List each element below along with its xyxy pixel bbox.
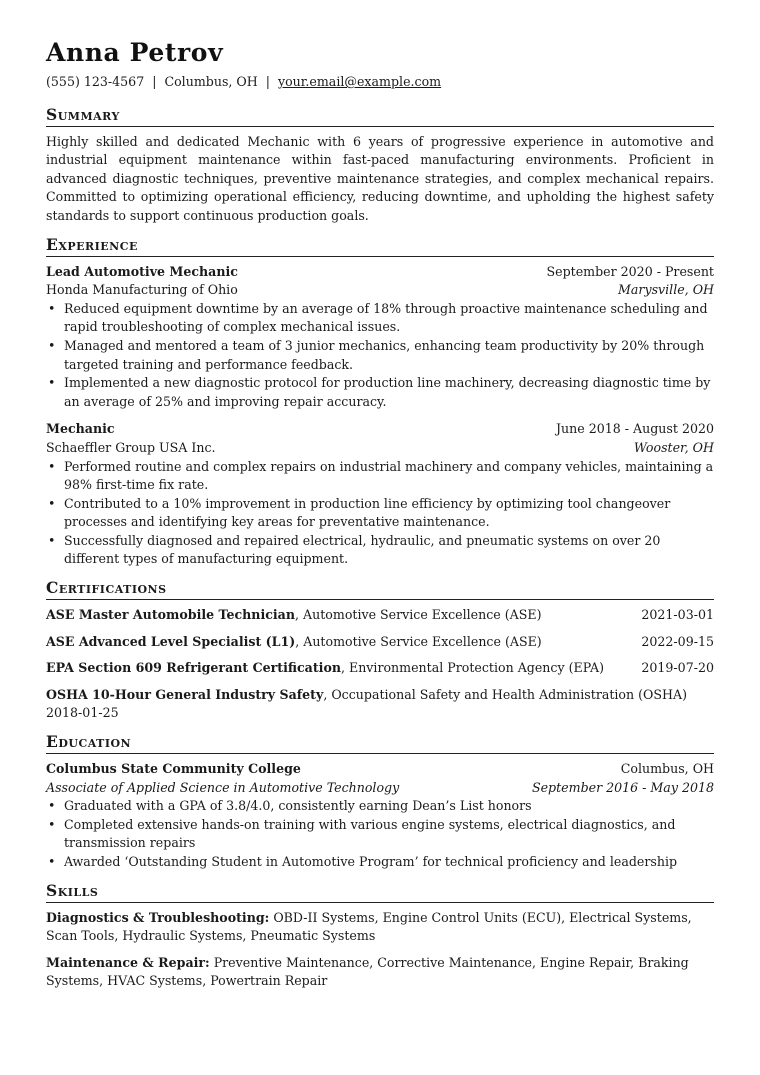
job-bullets <box>46 458 714 570</box>
certification-issuer: , Automotive Service Excellence (ASE) <box>295 633 542 649</box>
job-company: Schaeffler Group USA Inc. <box>46 439 216 455</box>
certification-date: 2019-07-20 <box>641 660 714 676</box>
job-role: Mechanic <box>46 421 115 437</box>
certification-name: OSHA 10-Hour General Industry Safety <box>46 686 324 702</box>
list-item: • Reduced equipment downtime by an average of 18% through proactive maintenance scheduling and rapid troubleshooting of complex mechanical issues. <box>46 300 714 337</box>
education-bullets <box>46 797 714 871</box>
certifications-section <box>46 578 714 723</box>
certification-issuer: , Automotive Service Excellence (ASE) <box>295 607 542 623</box>
section-title-experience: Experience <box>46 235 714 257</box>
list-item: • Completed extensive hands-on training with various engine systems, electrical diagnostics, and transmission repairs <box>46 816 714 853</box>
certification-date: 2021-03-01 <box>641 607 714 623</box>
job-company-row <box>46 281 714 300</box>
certification-item <box>46 633 714 652</box>
section-title-education: Education <box>46 732 714 754</box>
job-entry <box>46 263 714 412</box>
contact-separator: | <box>152 74 157 89</box>
candidate-name: Anna Petrov <box>46 38 224 67</box>
certification-item <box>46 686 714 723</box>
job-entry <box>46 420 714 569</box>
phone-number: (555) 123-4567 <box>46 74 145 89</box>
education-header-row <box>46 760 714 779</box>
skill-category: Maintenance & Repair: <box>46 954 210 970</box>
education-degree-row <box>46 779 714 798</box>
skill-values: OBD-II Systems, Engine Control Units (ECU), Electrical Systems, Scan Tools, Hydraulic Systems, Pneumatic Systems <box>46 909 692 944</box>
summary-text: Highly skilled and dedicated Mechanic with 6 years of progressive experience in automotive and industrial equipment maintenance within fast-paced manufacturing environments. Proficient in advanced diagnostic techniques, preventive maintenance strategies, and complex mechanical repairs. Committed to optimizing operational efficiency, reducing downtime, and upholding the highest safety standards to support continuous production goals. <box>46 133 714 223</box>
certification-name: ASE Master Automobile Technician <box>46 607 296 623</box>
job-location: Marysville, OH <box>618 282 714 298</box>
list-item: • Graduated with a GPA of 3.8/4.0, consistently earning Dean’s List honors <box>46 797 714 816</box>
job-header-row <box>46 263 714 282</box>
education-dates: September 2016 - May 2018 <box>531 779 714 795</box>
school-name: Columbus State Community College <box>46 761 301 777</box>
job-header-row <box>46 420 714 439</box>
school-location: Columbus, OH <box>620 761 714 777</box>
job-company-row <box>46 439 714 458</box>
section-title-summary: Summary <box>46 105 714 127</box>
list-item: • Awarded ‘Outstanding Student in Automotive Program’ for technical proficiency and leadership <box>46 853 714 872</box>
certification-item <box>46 606 714 625</box>
experience-section <box>46 235 714 570</box>
contact-line <box>46 73 714 92</box>
certification-issuer: , Environmental Protection Agency (EPA) <box>341 660 605 676</box>
list-item: • Successfully diagnosed and repaired electrical, hydraulic, and pneumatic systems on over 20 different types of manufacturing equipment. <box>46 532 714 569</box>
certification-date: 2018-01-25 <box>46 705 119 721</box>
skills-list <box>46 909 714 991</box>
certification-name: ASE Advanced Level Specialist (L1) <box>46 633 296 649</box>
list-item: • Performed routine and complex repairs on industrial machinery and company vehicles, maintaining a 98% first-time fix rate. <box>46 458 714 495</box>
certification-list <box>46 606 714 723</box>
list-item: • Managed and mentored a team of 3 junior mechanics, enhancing team productivity by 20% through targeted training and performance feedback. <box>46 337 714 374</box>
certification-issuer: , Occupational Safety and Health Administration (OSHA) <box>323 686 687 702</box>
job-company: Honda Manufacturing of Ohio <box>46 282 238 298</box>
certification-date: 2022-09-15 <box>641 633 714 649</box>
job-dates: September 2020 - Present <box>546 263 714 279</box>
section-title-certifications: Certifications <box>46 578 714 600</box>
skill-category: Diagnostics & Troubleshooting: <box>46 909 270 925</box>
email-link[interactable]: your.email@example.com <box>277 74 442 89</box>
certification-name: EPA Section 609 Refrigerant Certification <box>46 660 341 676</box>
education-entry <box>46 760 714 872</box>
job-location: Wooster, OH <box>633 439 714 455</box>
list-item: • Contributed to a 10% improvement in production line efficiency by optimizing tool changeover processes and identifying key areas for preventative maintenance. <box>46 495 714 532</box>
skill-item <box>46 954 714 991</box>
certification-item <box>46 659 714 678</box>
section-title-skills: Skills <box>46 881 714 903</box>
skill-item <box>46 909 714 946</box>
job-dates: June 2018 - August 2020 <box>556 421 714 437</box>
job-role: Lead Automotive Mechanic <box>46 263 238 279</box>
skill-values: Preventive Maintenance, Corrective Maintenance, Engine Repair, Braking Systems, HVAC Systems, Powertrain Repair <box>46 954 689 989</box>
education-section <box>46 732 714 872</box>
job-bullets <box>46 300 714 412</box>
location: Columbus, OH <box>164 74 258 89</box>
degree: Associate of Applied Science in Automotive Technology <box>46 779 400 795</box>
skills-section <box>46 881 714 991</box>
list-item: • Implemented a new diagnostic protocol for production line machinery, decreasing diagnostic time by an average of 25% and improving repair accuracy. <box>46 374 714 411</box>
resume-header <box>46 38 714 92</box>
summary-section <box>46 105 714 226</box>
contact-separator: | <box>265 74 270 89</box>
